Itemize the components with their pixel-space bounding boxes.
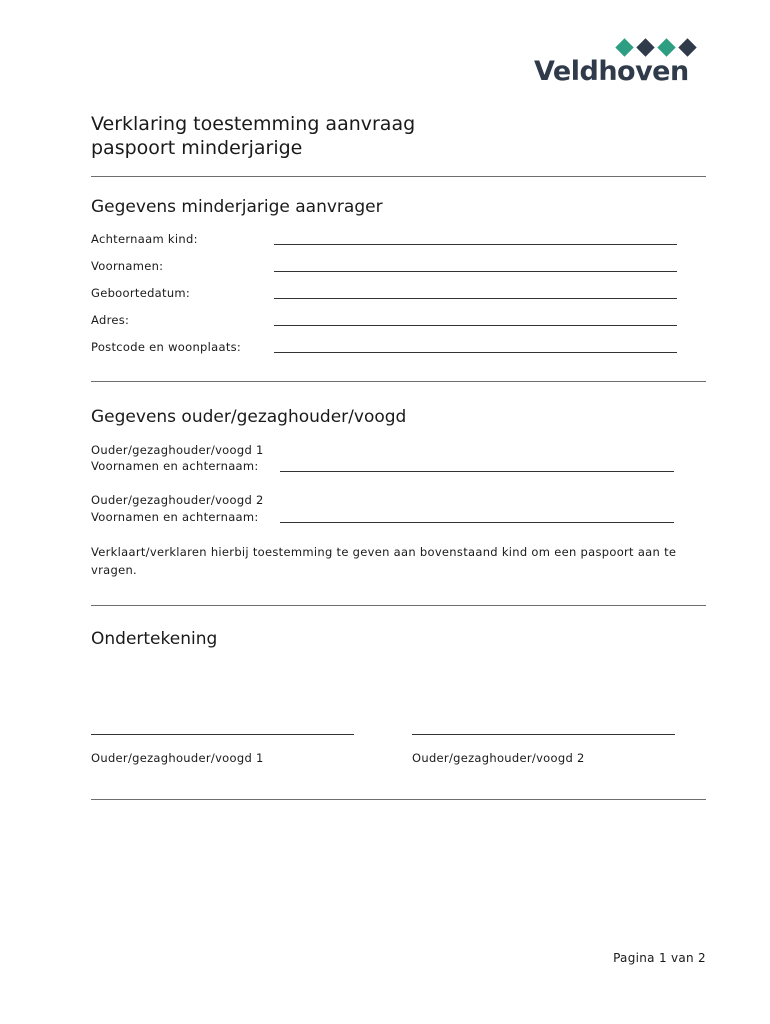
parent1-heading: Ouder/gezaghouder/voogd 1 — [91, 443, 264, 457]
section-title-signature: Ondertekening — [91, 629, 218, 649]
field-line-postcode[interactable] — [274, 352, 677, 353]
parent1-name-line[interactable] — [280, 471, 674, 472]
divider-2 — [91, 381, 706, 382]
page-title-line-1: Verklaring toestemming aanvraag — [91, 113, 416, 135]
field-label-adres: Adres: — [91, 313, 130, 327]
field-row-adres — [91, 313, 711, 331]
parent2-field-label: Voornamen en achternaam: — [91, 510, 259, 524]
consent-statement: Verklaart/verklaren hierbij toestemming te geven aan bovenstaand kind om een paspoort aan te vragen. — [91, 545, 677, 577]
field-label-postcode: Postcode en woonplaats: — [91, 340, 242, 354]
parent1-field-label: Voornamen en achternaam: — [91, 459, 259, 473]
logo-diamond-4-icon — [678, 38, 696, 56]
field-line-voornamen[interactable] — [274, 271, 677, 272]
page-title-line-2: paspoort minderjarige — [91, 137, 303, 159]
field-row-postcode — [91, 340, 711, 358]
field-line-geboortedatum[interactable] — [274, 298, 677, 299]
divider-4 — [91, 799, 706, 800]
page-number: Pagina 1 van 2 — [613, 951, 706, 965]
field-row-achternaam — [91, 232, 711, 250]
logo-diamond-3-icon — [657, 38, 675, 56]
signature-line-1[interactable] — [91, 734, 354, 735]
signature-label-2: Ouder/gezaghouder/voogd 2 — [412, 751, 585, 765]
section-title-minor: Gegevens minderjarige aanvrager — [91, 197, 383, 217]
logo-diamond-1-icon — [615, 38, 633, 56]
field-line-achternaam[interactable] — [274, 244, 677, 245]
logo-wordmark: Veldhoven — [534, 56, 689, 87]
field-label-geboortedatum: Geboortedatum: — [91, 286, 191, 300]
page-title — [91, 112, 611, 160]
parent2-name-line[interactable] — [280, 522, 674, 523]
parent2-heading: Ouder/gezaghouder/voogd 2 — [91, 493, 264, 507]
field-line-adres[interactable] — [274, 325, 677, 326]
signature-line-2[interactable] — [412, 734, 675, 735]
field-row-voornamen — [91, 259, 711, 277]
divider-3 — [91, 605, 706, 606]
field-label-achternaam: Achternaam kind: — [91, 232, 198, 246]
field-label-voornamen: Voornamen: — [91, 259, 164, 273]
veldhoven-logo — [534, 38, 704, 90]
section-title-parents: Gegevens ouder/gezaghouder/voogd — [91, 407, 407, 427]
field-row-geboortedatum — [91, 286, 711, 304]
signature-label-1: Ouder/gezaghouder/voogd 1 — [91, 751, 264, 765]
divider-1 — [91, 176, 706, 177]
logo-diamond-2-icon — [636, 38, 654, 56]
